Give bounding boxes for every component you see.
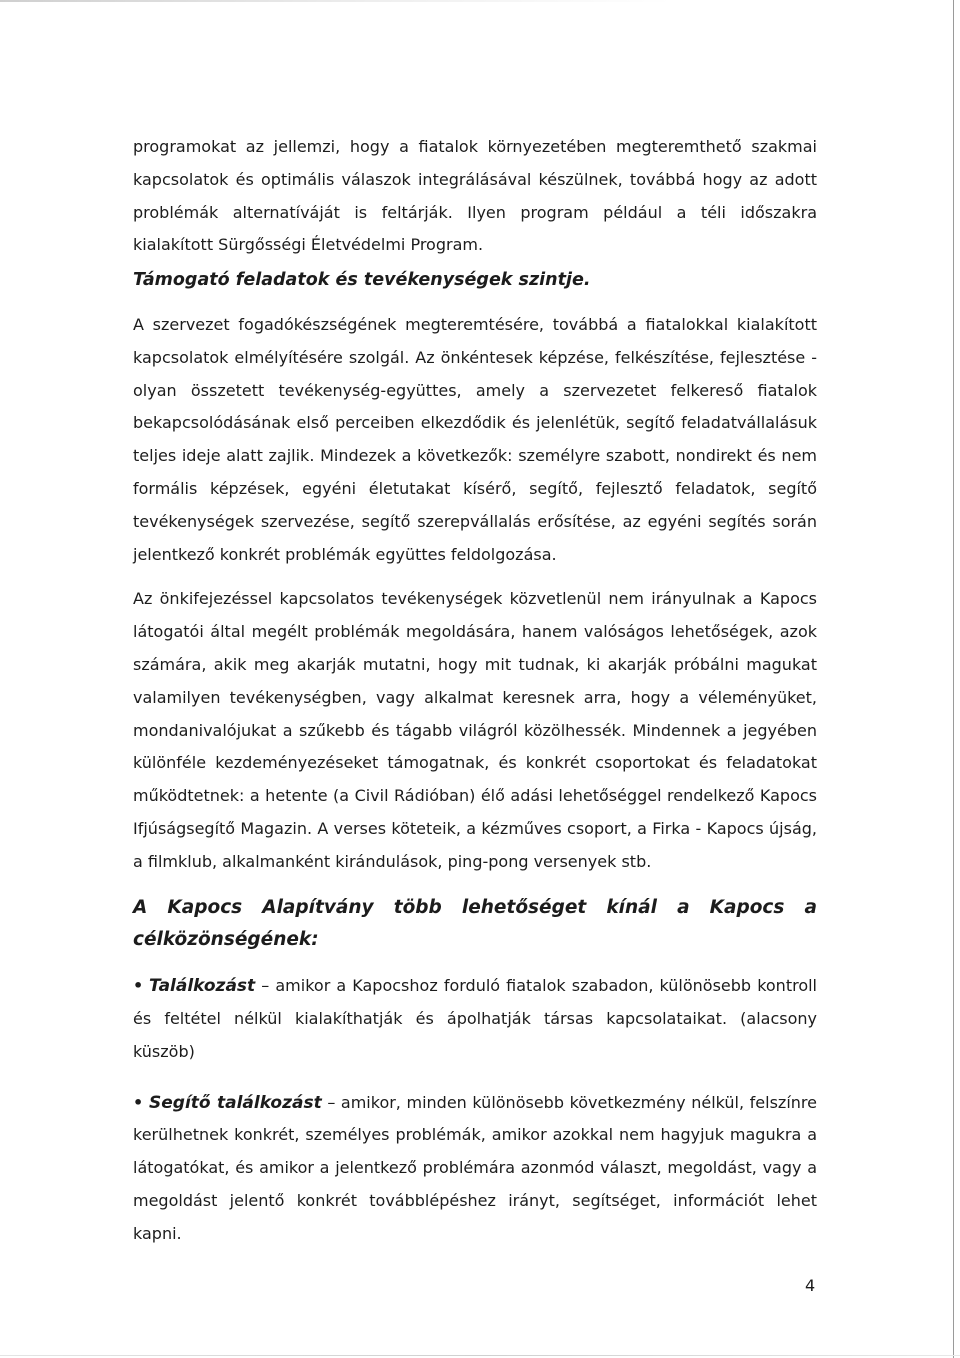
bullet-icon: • bbox=[133, 976, 144, 996]
bullet-icon: • bbox=[133, 1092, 144, 1112]
scan-right-edge bbox=[953, 0, 954, 1358]
scan-bottom-edge bbox=[0, 1355, 960, 1356]
page-number: 4 bbox=[805, 1276, 816, 1295]
list-item bbox=[133, 970, 817, 1068]
document-body bbox=[133, 131, 817, 1251]
paragraph-self-expression: Az önkifejezéssel kapcsolatos tevékenységek közvetlenül nem irányulnak a Kapocs látogatói által megélt problémák megoldására, hanem valóságos lehetőségek, azok számára, akik meg akarják mutatni, hogy mit tudnak, ki akarják próbálni magukat valamilyen tevékenységben, vagy alkalmat keresnek arra, hogy a véleményüket, mondanivalójukat a szűkebb és tágabb világról közölhessék. Mindennek a jegyében különféle kezdeményezéseket támogatnak, és konkrét csoportokat és feladatokat működtetnek: a hetente (a Civil Rádióban) élő adási lehetőséggel rendelkező Kapocs Ifjúságsegítő Magazin. A verses köteteik, a kézműves csoport, a Firka - Kapocs újság, a filmklub, alkalmanként kirándulások, ping-pong versenyek stb. bbox=[133, 589, 817, 871]
paragraph-support: A szervezet fogadókészségének megteremtésére, továbbá a fiatalokkal kialakított kapcsolatok elmélyítésére szolgál. Az önkéntesek képzése, felkészítése, fejlesztése - olyan összetett tevékenység-együttes, amely a szervezetet felkereső fiatalok bekapcsolódásának első perceiben elkezdődik és jelenlétük, segítő feladatvállalásuk teljes ideje alatt zajlik. Mindezek a következők: személyre szabott, nondirekt és nem formális képzések, egyéni életutakat kísérő, segítő, fejlesztő feladatok, segítő tevékenységek szervezése, segítő szerepvállalás erősítése, az egyéni segítés során jelentkező konkrét problémák együttes feldolgozása. bbox=[133, 314, 817, 564]
heading-offers: A Kapocs Alapítvány több lehetőséget kínál a Kapocs a célközönségének: bbox=[133, 896, 817, 951]
paragraph-intro: programokat az jellemzi, hogy a fiatalok környezetében megteremthető szakmai kapcsolatok és optimális válaszok integrálásával készülnek, továbbá hogy az adott problémák alternatíváját is feltárják. Ilyen program például a téli időszakra kialakított Sürgősségi Életvédelmi Program. bbox=[133, 137, 817, 255]
bullet-text: – amikor a Kapocshoz forduló fiatalok szabadon, különösebb kontroll és feltétel nélkül kialakíthatják és ápolhatják társas kapcsolataikat. (alacsony küszöb) bbox=[133, 976, 817, 1061]
heading-support-level: Támogató feladatok és tevékenységek szintje. bbox=[133, 270, 591, 291]
bullet-term: Segítő találkozást bbox=[149, 1092, 322, 1113]
list-item bbox=[133, 1087, 817, 1251]
scan-top-edge bbox=[0, 0, 960, 2]
bullet-text: – amikor, minden különösebb következmény nélkül, felszínre kerülhetnek konkrét, személyes problémák, amikor azokkal nem hagyjuk magukra a látogatókat, és amikor a jelentkező problémára azonmód választ, megoldást, vagy a megoldást jelentő konkrét továbblépéshez irányt, segítséget, információt lehet kapni. bbox=[133, 1092, 817, 1243]
bullet-term: Találkozást bbox=[149, 976, 256, 997]
